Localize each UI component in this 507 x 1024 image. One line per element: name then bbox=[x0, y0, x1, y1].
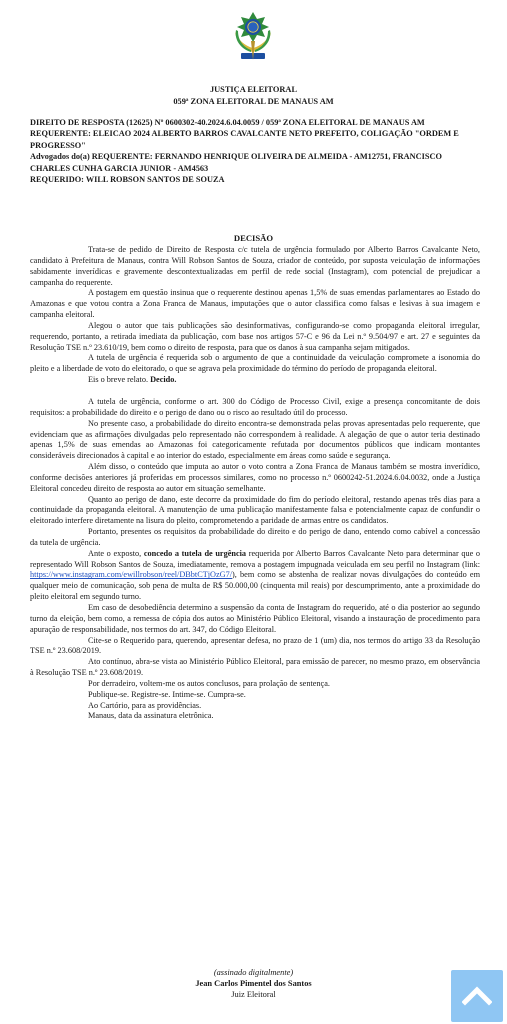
paragraph-text: Eis o breve relato. bbox=[88, 375, 151, 385]
signature-note: (assinado digitalmente) bbox=[213, 968, 294, 977]
paragraph: Alegou o autor que tais publicações são desinformativas, configurando-se como propaganda eleitoral irregular, requerendo, portanto, a retirada imediata da publicação, com base nos artigos 57-C e 96 da Lei n.º 9.504/97 e art. 27 e seguintes da Resolução TSE n.º 23.610/19, bem como o direito de resposta, para que os danos à sua campanha sejam mitigados. bbox=[30, 320, 480, 352]
paragraph: Por derradeiro, voltem-me os autos conclusos, para prolação de sentença. bbox=[88, 678, 330, 688]
court-name: JUSTIÇA ELEITORAL bbox=[209, 85, 298, 94]
paragraph: Publique-se. Registre-se. Intime-se. Cumpra-se. bbox=[88, 689, 246, 699]
paragraph: Manaus, data da assinatura eletrônica. bbox=[88, 711, 214, 721]
paragraph: Em caso de desobediência determino a suspensão da conta de Instagram do requerido, até o dia posterior ao segundo turno da eleição, bem como, a remessa de cópia dos autos ao Ministério Público Eleitoral, visando a instauração de procedimento para apuração de responsabilidade, nos termos do art. 347, do Código Eleitoral. bbox=[30, 603, 480, 634]
paragraph: Além disso, o conteúdo que imputa ao autor o voto contra a Zona Franca de Manaus também se mostra inverídico, conforme decisões anteriores já proferidas em processos similares, como no processo n.º 0600242-51.2024.6.04.0032, onde a Justiça Eleitoral concedeu direito de resposta ao autor em situação semelhante. bbox=[30, 462, 480, 493]
case-number-line: DIREITO DE RESPOSTA (12625) Nº 0600302-40.2024.6.04.0059 / 059ª ZONA ELEITORAL DE MANAUS AM bbox=[30, 118, 425, 127]
paragraph: A postagem em questão insinua que o requerente destinou apenas 1,5% de suas emendas parlamentares ao Estado do Amazonas e que votou contra a Zona Franca de Manaus, imputações que o autor classifica como falsas e lesivas à sua imagem e campanha eleitoral. bbox=[30, 288, 480, 320]
paragraph-text: requerida por Alberto Barros Cavalcante Neto para determinar que o representado Will Robson Santos de Souza, imediatamente, remova a postagem impugnada veiculada em seu perfil no Instagram (link: bbox=[30, 548, 481, 569]
requerido-line: REQUERIDO: WILL ROBSON SANTOS DE SOUZA bbox=[30, 175, 225, 185]
case-header bbox=[30, 117, 480, 185]
signature-name: Jean Carlos Pimentel dos Santos bbox=[195, 979, 312, 988]
chevron-up-icon bbox=[462, 984, 492, 1006]
decision-title: DECISÃO bbox=[233, 233, 274, 243]
paragraph: Ato contínuo, abra-se vista ao Ministério Público Eleitoral, para emissão de parecer, no mesmo prazo, em observância à Resolução TSE n.º 23.608/2019. bbox=[30, 657, 480, 678]
lawyers-line: Advogados do(a) REQUERENTE: FERNANDO HENRIQUE OLIVEIRA DE ALMEIDA - AM12751, FRANCISCO CHARLES CUNHA GARCIA JUNIOR - AM4563 bbox=[30, 152, 442, 173]
paragraph: Cite-se o Requerido para, querendo, apresentar defesa, no prazo de 1 (um) dia, nos termos do artigo 33 da Resolução TSE n.º 23.608/2019. bbox=[30, 635, 480, 656]
paragraph bbox=[30, 549, 480, 603]
requerente-line: REQUERENTE: ELEICAO 2024 ALBERTO BARROS CAVALCANTE NETO PREFEITO, COLIGAÇÃO "ORDEM E PROGRESSO" bbox=[30, 129, 459, 150]
scroll-to-top-button[interactable] bbox=[451, 970, 503, 1022]
paragraph: Quanto ao perigo de dano, este decorre da proximidade do fim do período eleitoral, restando apenas três dias para a continuidade da propaganda eleitoral. A manutenção de uma publicação manifestamente falsa e potencialmente capaz de confundir o eleitorado interfere diretamente na lisura do pleito, comprometendo a paridade de armas entre os candidatos. bbox=[30, 494, 480, 526]
paragraph: Trata-se de pedido de Direito de Resposta c/c tutela de urgência formulado por Alberto Barros Cavalcante Neto, candidato à Prefeitura de Manaus, contra Will Robson Santos de Souza, criador de conteúdo, por suposta veiculação de informações sabidamente inverídicas e gravemente descontextualizadas em perfil de rede social (Instagram), com potencial de prejudicar a campanha do requerente. bbox=[30, 245, 480, 287]
instagram-link[interactable]: https://www.instagram.com/ewillrobson/reel/DBbtCTjOzG7/ bbox=[30, 570, 233, 580]
paragraph-text: ), bem como se abstenha de realizar novas divulgações do conteúdo em qualquer meio de comunicação, sob pena de multa de R$ 50.000,00 (cinquenta mil reais) por descumprimento, ante a proximidade do pleito eleitoral em segundo turno. bbox=[30, 570, 480, 602]
paragraph: A tutela de urgência, conforme o art. 300 do Código de Processo Civil, exige a presença concomitante de dois requisitos: a probabilidade do direito e o perigo de dano ou o risco ao resultado útil do processo. bbox=[30, 396, 480, 417]
decision-body bbox=[30, 245, 480, 722]
paragraph: Ao Cartório, para as providências. bbox=[88, 700, 202, 710]
paragraph-bold-text: concedo a tutela de urgência bbox=[143, 548, 247, 558]
paragraph-bold-text: Decido. bbox=[150, 375, 177, 385]
paragraph: A tutela de urgência é requerida sob o argumento de que a continuidade da veiculação compromete a isonomia do pleito e a liberdade de voto do eleitorado, o que se agrava pela proximidade do término do período de propaganda eleitoral. bbox=[30, 353, 480, 374]
paragraph-text: Ante o exposto, bbox=[88, 548, 144, 558]
signature-block bbox=[0, 967, 507, 1000]
paragraph bbox=[30, 375, 480, 386]
brazil-coat-of-arms-icon bbox=[231, 10, 275, 62]
paragraph: No presente caso, a probabilidade do direito encontra-se demonstrada pelas provas apresentadas pelo requerente, que evidenciam que as afirmações divulgadas pelo representado não correspondem à realidade. A alegação de que o autor teria destinado apenas 1,5% de suas emendas ao Amazonas foi categoricamente refutada por documentos públicos que indicam montantes consideráveis direcionados à capital e ao interior do estado, especialmente em áreas como saúde e segurança. bbox=[30, 418, 480, 461]
court-zone: 059ª ZONA ELEITORAL DE MANAUS AM bbox=[173, 97, 334, 106]
paragraph: Portanto, presentes os requisitos da probabilidade do direito e do perigo de dano, entendo como cabível a concessão da tutela de urgência. bbox=[30, 527, 480, 547]
signature-role: Juiz Eleitoral bbox=[231, 990, 276, 999]
